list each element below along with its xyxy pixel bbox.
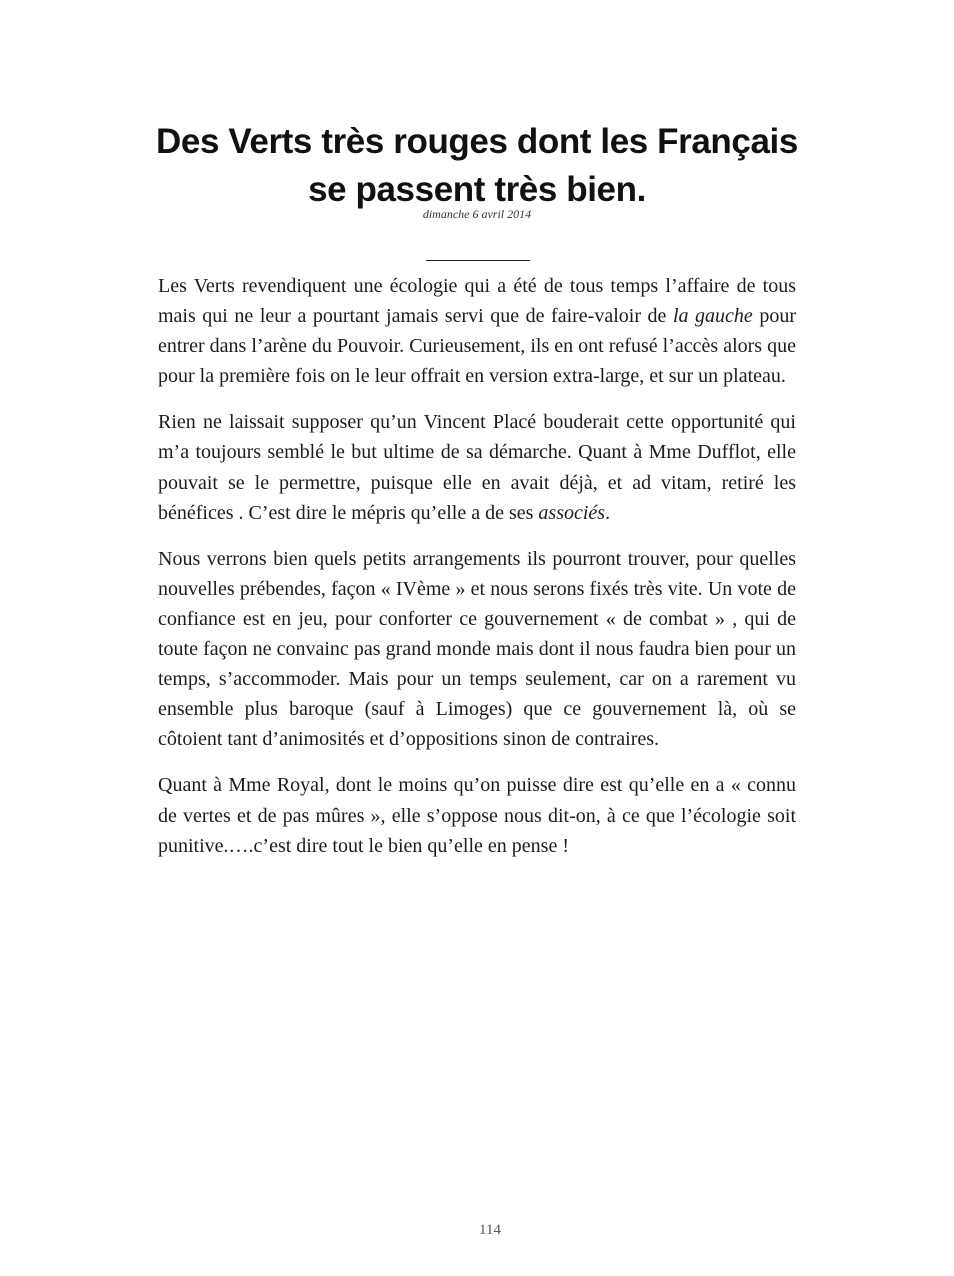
paragraph-1	[158, 271, 796, 391]
article-title-line-1: Des Verts très rouges dont les Français	[156, 122, 798, 161]
paragraph-2-text-end: .	[605, 501, 611, 524]
paragraph-1-text-start: Les Verts revendiquent une écologie qui a été de tous temps l’affaire de tous mais qui ne leur a pourtant jamais servi que de faire-valoir de	[158, 275, 796, 328]
article-title-line-2: se passent très bien.	[308, 170, 646, 209]
page-number: 114	[479, 1222, 501, 1238]
paragraph-2	[158, 407, 796, 527]
paragraph-4: Quant à Mme Royal, dont le moins qu’on puisse dire est qu’elle en a « connu de vertes et de pas mûres », elle s’oppose nous dit-on, à ce que l’écologie soit punitive.….c’est dire tout le bien qu’elle en pense !	[158, 774, 796, 857]
article-date: dimanche 6 avril 2014	[422, 207, 532, 221]
paragraph-2-text-start: Rien ne laissait supposer qu’un Vincent Placé bouderait cette opportunité qui m’a toujours semblé le but ultime de sa démarche. Quant à Mme Dufflot, elle pouvait se le permettre, puisque elle en avait déjà, et ad vitam, retiré les bénéfices . C’est dire le mépris qu’elle a de ses	[158, 411, 796, 524]
paragraph-1-emphasis: la gauche	[672, 305, 753, 328]
paragraph-3: Nous verrons bien quels petits arrangements ils pourront trouver, pour quelles nouvelles prébendes, façon « IVème » et nous serons fixés très vite. Un vote de confiance est en jeu, pour conforter ce gouvernement « de combat » , qui de toute façon ne convainc pas grand monde mais dont il nous faudra bien pour un temps, s’accommoder. Mais pour un temps seulement, car on a rarement vu ensemble plus baroque (sauf à Limoges) que ce gouvernement là, où se côtoient tant d’animosités et d’oppositions sinon de contraires.	[158, 547, 796, 751]
article-title	[120, 118, 834, 214]
title-separator-rule	[426, 260, 530, 261]
article-body	[158, 271, 796, 877]
paragraph-2-emphasis: associés	[538, 501, 606, 524]
paragraph-1-text-end: pour entrer dans l’arène du Pouvoir. Curieusement, ils en ont refusé l’accès alors que pour la première fois on le leur offrait en version extra-large, et sur un plateau.	[158, 305, 797, 388]
